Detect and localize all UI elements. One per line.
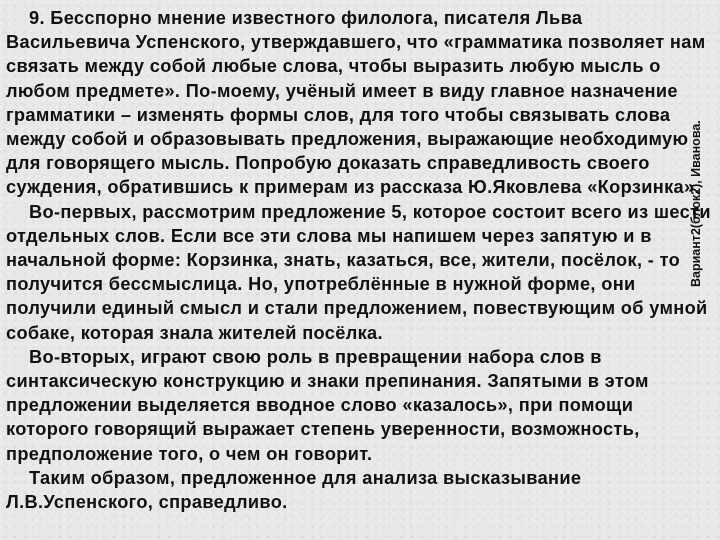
paragraph-first-argument: Во-первых, рассмотрим предложение 5, которое состоит всего из шести отдельных слов. Если все эти слова мы напишем через запятую и в начальной форме: Корзинка, знать, казаться, все, жители, посёлок, - то получится бессмыслица. Но, употреблённые в нужной форме, они получили единый смысл и стали предложением, повествующим об умной собаке, которая знала жителей посёлка. (6, 201, 711, 343)
variant-author-label: Вариант2(блок2), Иванова. (689, 120, 703, 287)
paragraph-intro: 9. Бесспорно мнение известного филолога, писателя Льва Васильевича Успенского, утверждавшего, что «грамматика позволяет нам связать между собой любые слова, чтобы выразить любую мысль о любом предмете». По-моему, учёный имеет в виду главное назначение грамматики – изменять формы слов, для того чтобы связывать слова между собой и образовывать предложения, выражающие необходимую для говорящего мысль. Попробую доказать справедливость своего суждения, обратившись к примерам из рассказа Ю.Яковлева «Корзинка». (6, 8, 706, 198)
paragraph-conclusion: Таким образом, предложенное для анализа высказывание Л.В.Успенского, справедливо. (6, 467, 582, 513)
essay-text (6, 6, 712, 514)
paragraph-second-argument: Во-вторых, играют свою роль в превращении набора слов в синтаксическую конструкцию и знаки препинания. Запятыми в этом предложении выделяется вводное слово «казалось», при помощи которого говорящий выражает степень уверенности, возможность, предположение того, о чем он говорит. (6, 346, 649, 464)
